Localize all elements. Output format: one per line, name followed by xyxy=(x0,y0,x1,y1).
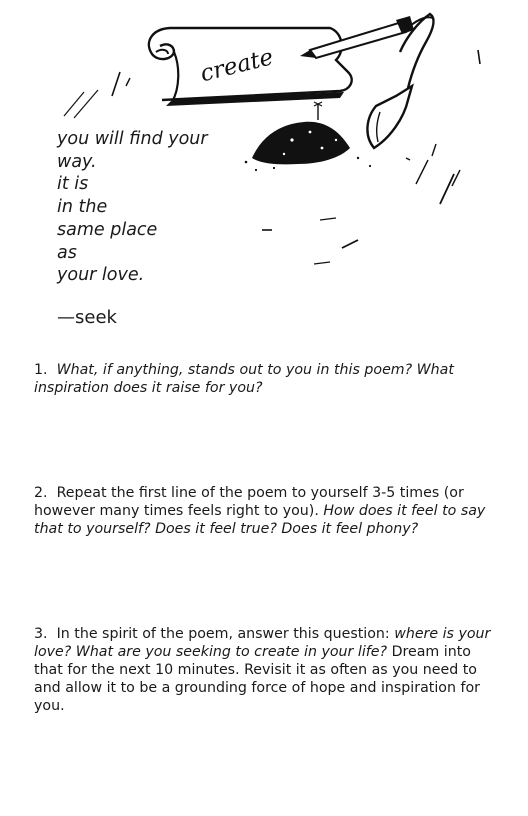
poem-line: in the xyxy=(57,197,108,218)
poem-line: as xyxy=(57,242,77,263)
prompt-text: Dream into that for the next 10 minutes. Revisit it as often as you need to and allow it to be a grounding force of hope and inspiration for you. xyxy=(34,644,480,714)
prompt-number: 3. xyxy=(34,626,48,642)
poem-line: it is xyxy=(57,174,89,195)
poem-line: same place xyxy=(57,219,158,240)
poem-line: you will find your xyxy=(57,129,208,149)
prompt-text-italic: What, if anything, stands out to you in this poem? What inspiration does it raise for you? xyxy=(34,362,454,396)
poem-line: way. xyxy=(57,151,97,172)
banner-scroll xyxy=(149,28,352,106)
banner-word: create xyxy=(197,44,276,88)
journal-prompt-3 xyxy=(34,625,500,715)
prompt-text-italic: How does it feel to say that to yourself? Does it feel true? Does it feel phony? xyxy=(34,503,486,537)
poem-line: your love. xyxy=(57,265,145,286)
prompt-number: 1. xyxy=(34,362,48,378)
journal-prompt-2 xyxy=(34,484,500,538)
prompt-number: 2. xyxy=(34,485,48,501)
prompt-text-italic: where is your love? What are you seeking to create in your life? xyxy=(34,626,491,660)
prompt-text: Repeat the first line of the poem to yourself 3-5 times (or however many times feels right to you). xyxy=(34,485,464,519)
poem-signature: —seek xyxy=(57,307,117,328)
poem xyxy=(57,128,208,287)
prompt-text: In the spirit of the poem, answer this question: xyxy=(56,626,390,642)
dirt-pile xyxy=(245,102,371,171)
journal-prompt-1 xyxy=(34,361,500,397)
